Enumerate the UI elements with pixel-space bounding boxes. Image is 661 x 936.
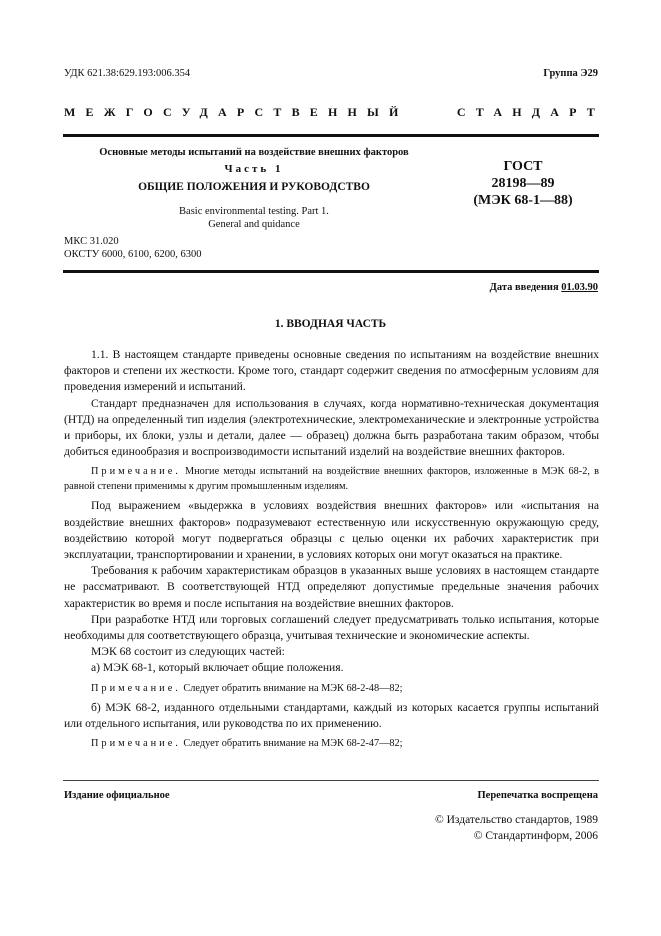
note: [64, 736, 599, 751]
okstu-code: ОКСТУ 6000, 6100, 6200, 6300: [64, 248, 202, 260]
note-label: Примечание.: [91, 738, 181, 750]
classification-codes: [64, 236, 202, 261]
note-text: Следует обратить внимание на МЭК 68-2-47—82;: [183, 738, 403, 750]
section-title: 1. ВВОДНАЯ ЧАСТЬ: [274, 318, 387, 330]
list-item: а) МЭК 68-1, который включает общие положения.: [91, 661, 344, 675]
official-edition: Издание официальное: [64, 790, 170, 801]
udk-code: УДК 621.38:629.193:006.354: [64, 68, 191, 79]
note-label: Примечание.: [91, 682, 181, 694]
mks-code: МКС 31.020: [64, 236, 119, 247]
divider: [63, 270, 599, 273]
paragraph: Стандарт предназначен для использования в случаях, когда нормативно-техническая документация (НТД) на определенный тип изделия (электротехнические, электромеханические и электронные устройства и приборы, их блоки, узлы и детали, далее — образец) должна быть разработана таким образом, чтобы добиться единообразия и воспроизводимости испытаний изделий на воздействие внешних факторов.: [64, 396, 599, 459]
paragraph: При разработке НТД или торговых соглашений следует предусматривать только испытания, которые необходимы для соответствующего образца, учитывая технические и экономические аспекты.: [64, 612, 599, 643]
title-subject: Основные методы испытаний на воздействие внешних факторов: [99, 147, 409, 158]
paragraph: МЭК 68 состоит из следующих частей:: [91, 645, 285, 659]
note: [64, 681, 599, 696]
gost-number: 28198—89: [491, 176, 555, 191]
copyright-2: © Стандартинформ, 2006: [473, 830, 598, 842]
title-block: [64, 147, 444, 231]
standard-heading: СТАНДАРТ: [456, 105, 605, 119]
copyright: [435, 812, 598, 844]
title-part: Часть 1: [224, 163, 284, 175]
interstate-heading: МЕЖГОСУДАРСТВЕННЫЙ: [64, 105, 409, 119]
date-value: 01.03.90: [561, 282, 598, 293]
document-body: [64, 347, 599, 755]
note-label: Примечание.: [91, 466, 181, 478]
gost-designation: [448, 158, 598, 209]
paragraph: 1.1. В настоящем стандарте приведены основные сведения по испытаниям на воздействие внешних факторов и степени их жесткости. Кроме того, стандарт содержит сведения по атмосферным условиям для проведения измерений и испытаний.: [64, 348, 599, 394]
date-label: Дата введения: [489, 282, 559, 293]
list-item: б) МЭК 68-2, изданного отдельными стандартами, каждый из которых касается группы испытаний или отдельного испытания, или руководства по их применению.: [64, 700, 599, 730]
divider: [63, 780, 599, 781]
reprint-prohibited: Перепечатка воспрещена: [477, 790, 598, 801]
paragraph: Требования к рабочим характеристикам образцов в указанных выше условиях в настоящем стандарте не рассматривают. В соответствующей НТД определяют допустимые предельные значения рабочих характеристик во время и после испытания на воздействие внешних факторов.: [64, 564, 599, 610]
note: [64, 464, 599, 494]
group-code: Группа Э29: [543, 68, 598, 79]
paragraph: Под выражением «выдержка в условиях воздействия внешних факторов» или «испытания на воздействие внешних факторов» подразумевают естественную или искусственную окружающую среду, воздействию которой могут подвергаться образцы с целью оценки их рабочих характеристик при эксплуатации, транспортировании и хранении, в условиях которых они могут оказаться на практике.: [64, 499, 599, 562]
title-english-1: Basic environmental testing. Part 1.: [179, 206, 329, 217]
title-english-2: General and quidance: [208, 219, 300, 230]
gost-label: ГОСТ: [503, 159, 543, 174]
copyright-1: © Издательство стандартов, 1989: [434, 814, 598, 826]
note-text: Многие методы испытаний на воздействие внешних факторов, изложенные в МЭК 68-2, в равной степени применимы к другим промышленным изделиям.: [64, 466, 599, 493]
divider: [63, 134, 599, 137]
introduction-date: [490, 282, 598, 293]
note-text: Следует обратить внимание на МЭК 68-2-48—82;: [183, 682, 403, 694]
title-main: ОБЩИЕ ПОЛОЖЕНИЯ И РУКОВОДСТВО: [138, 181, 370, 193]
iec-number: (МЭК 68-1—88): [473, 193, 573, 208]
